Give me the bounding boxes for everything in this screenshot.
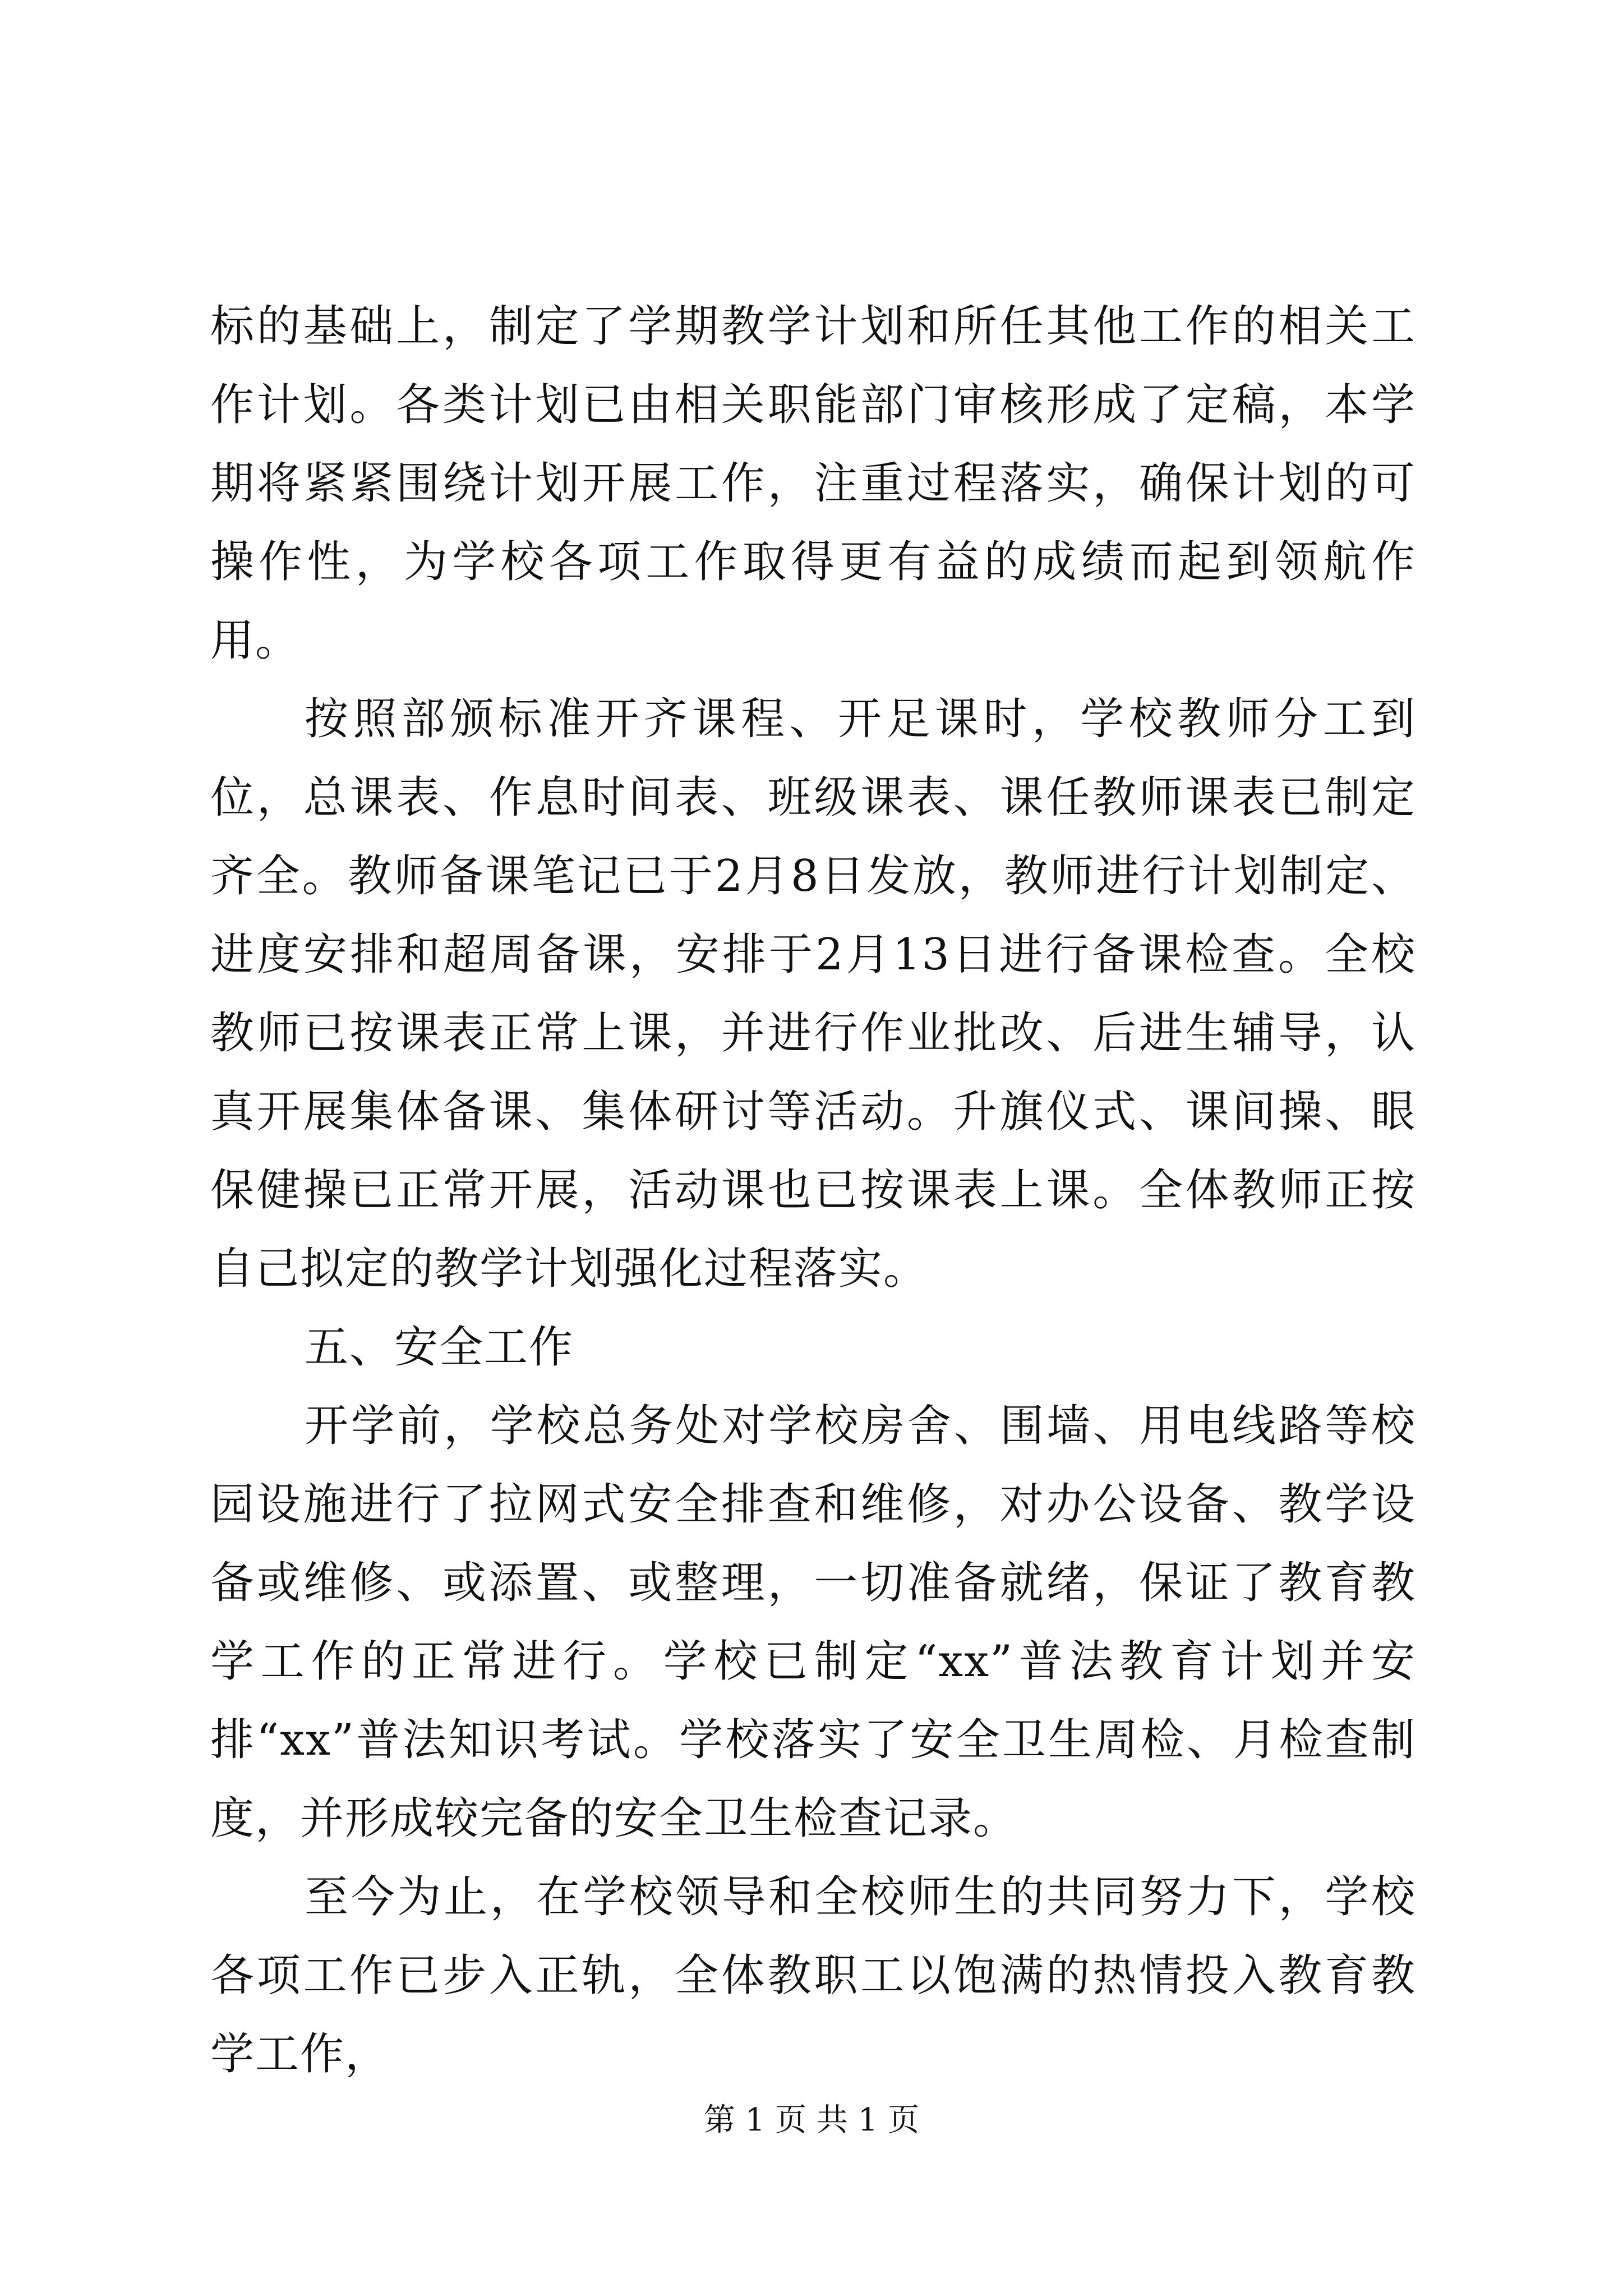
- paragraph-conclusion: 至今为止，在学校领导和全校师生的共同努力下，学校各项工作已步入正轨，全体教职工以饱满的热情投入教育教学工作，: [210, 1872, 1416, 2079]
- document-body: [210, 287, 1416, 2093]
- paragraph-plan-summary: 标的基础上，制定了学期教学计划和所任其他工作的相关工作计划。各类计划已由相关职能部门审核形成了定稿，本学期将紧紧围绕计划开展工作，注重过程落实，确保计划的可操作性，为学校各项工作取得更有益的成绩而起到领航作用。: [210, 301, 1416, 666]
- section-heading-safety-work: 五、安全工作: [305, 1322, 574, 1373]
- paragraph-curriculum: 按照部颁标准开齐课程、开足课时，学校教师分工到位，总课表、作息时间表、班级课表、课任教师课表已制定齐全。教师备课笔记已于2月8日发放，教师进行计划制定、进度安排和超周备课，安排于2月13日进行备课检查。全校教师已按课表正常上课，并进行作业批改、后进生辅导，认真开展集体备课、集体研讨等活动。升旗仪式、课间操、眼保健操已正常开展，活动课也已按课表上课。全体教师正按自己拟定的教学计划强化过程落实。: [210, 694, 1416, 1294]
- paragraph-safety: 开学前，学校总务处对学校房舍、围墙、用电线路等校园设施进行了拉网式安全排查和维修，对办公设备、教学设备或维修、或添置、或整理，一切准备就绪，保证了教育教学工作的正常进行。学校已制定“xx”普法教育计划并安排“xx”普法知识考试。学校落实了安全卫生周检、月检查制度，并形成较完备的安全卫生检查记录。: [210, 1401, 1416, 1844]
- page-number-footer: 第 1 页 共 1 页: [703, 2102, 920, 2138]
